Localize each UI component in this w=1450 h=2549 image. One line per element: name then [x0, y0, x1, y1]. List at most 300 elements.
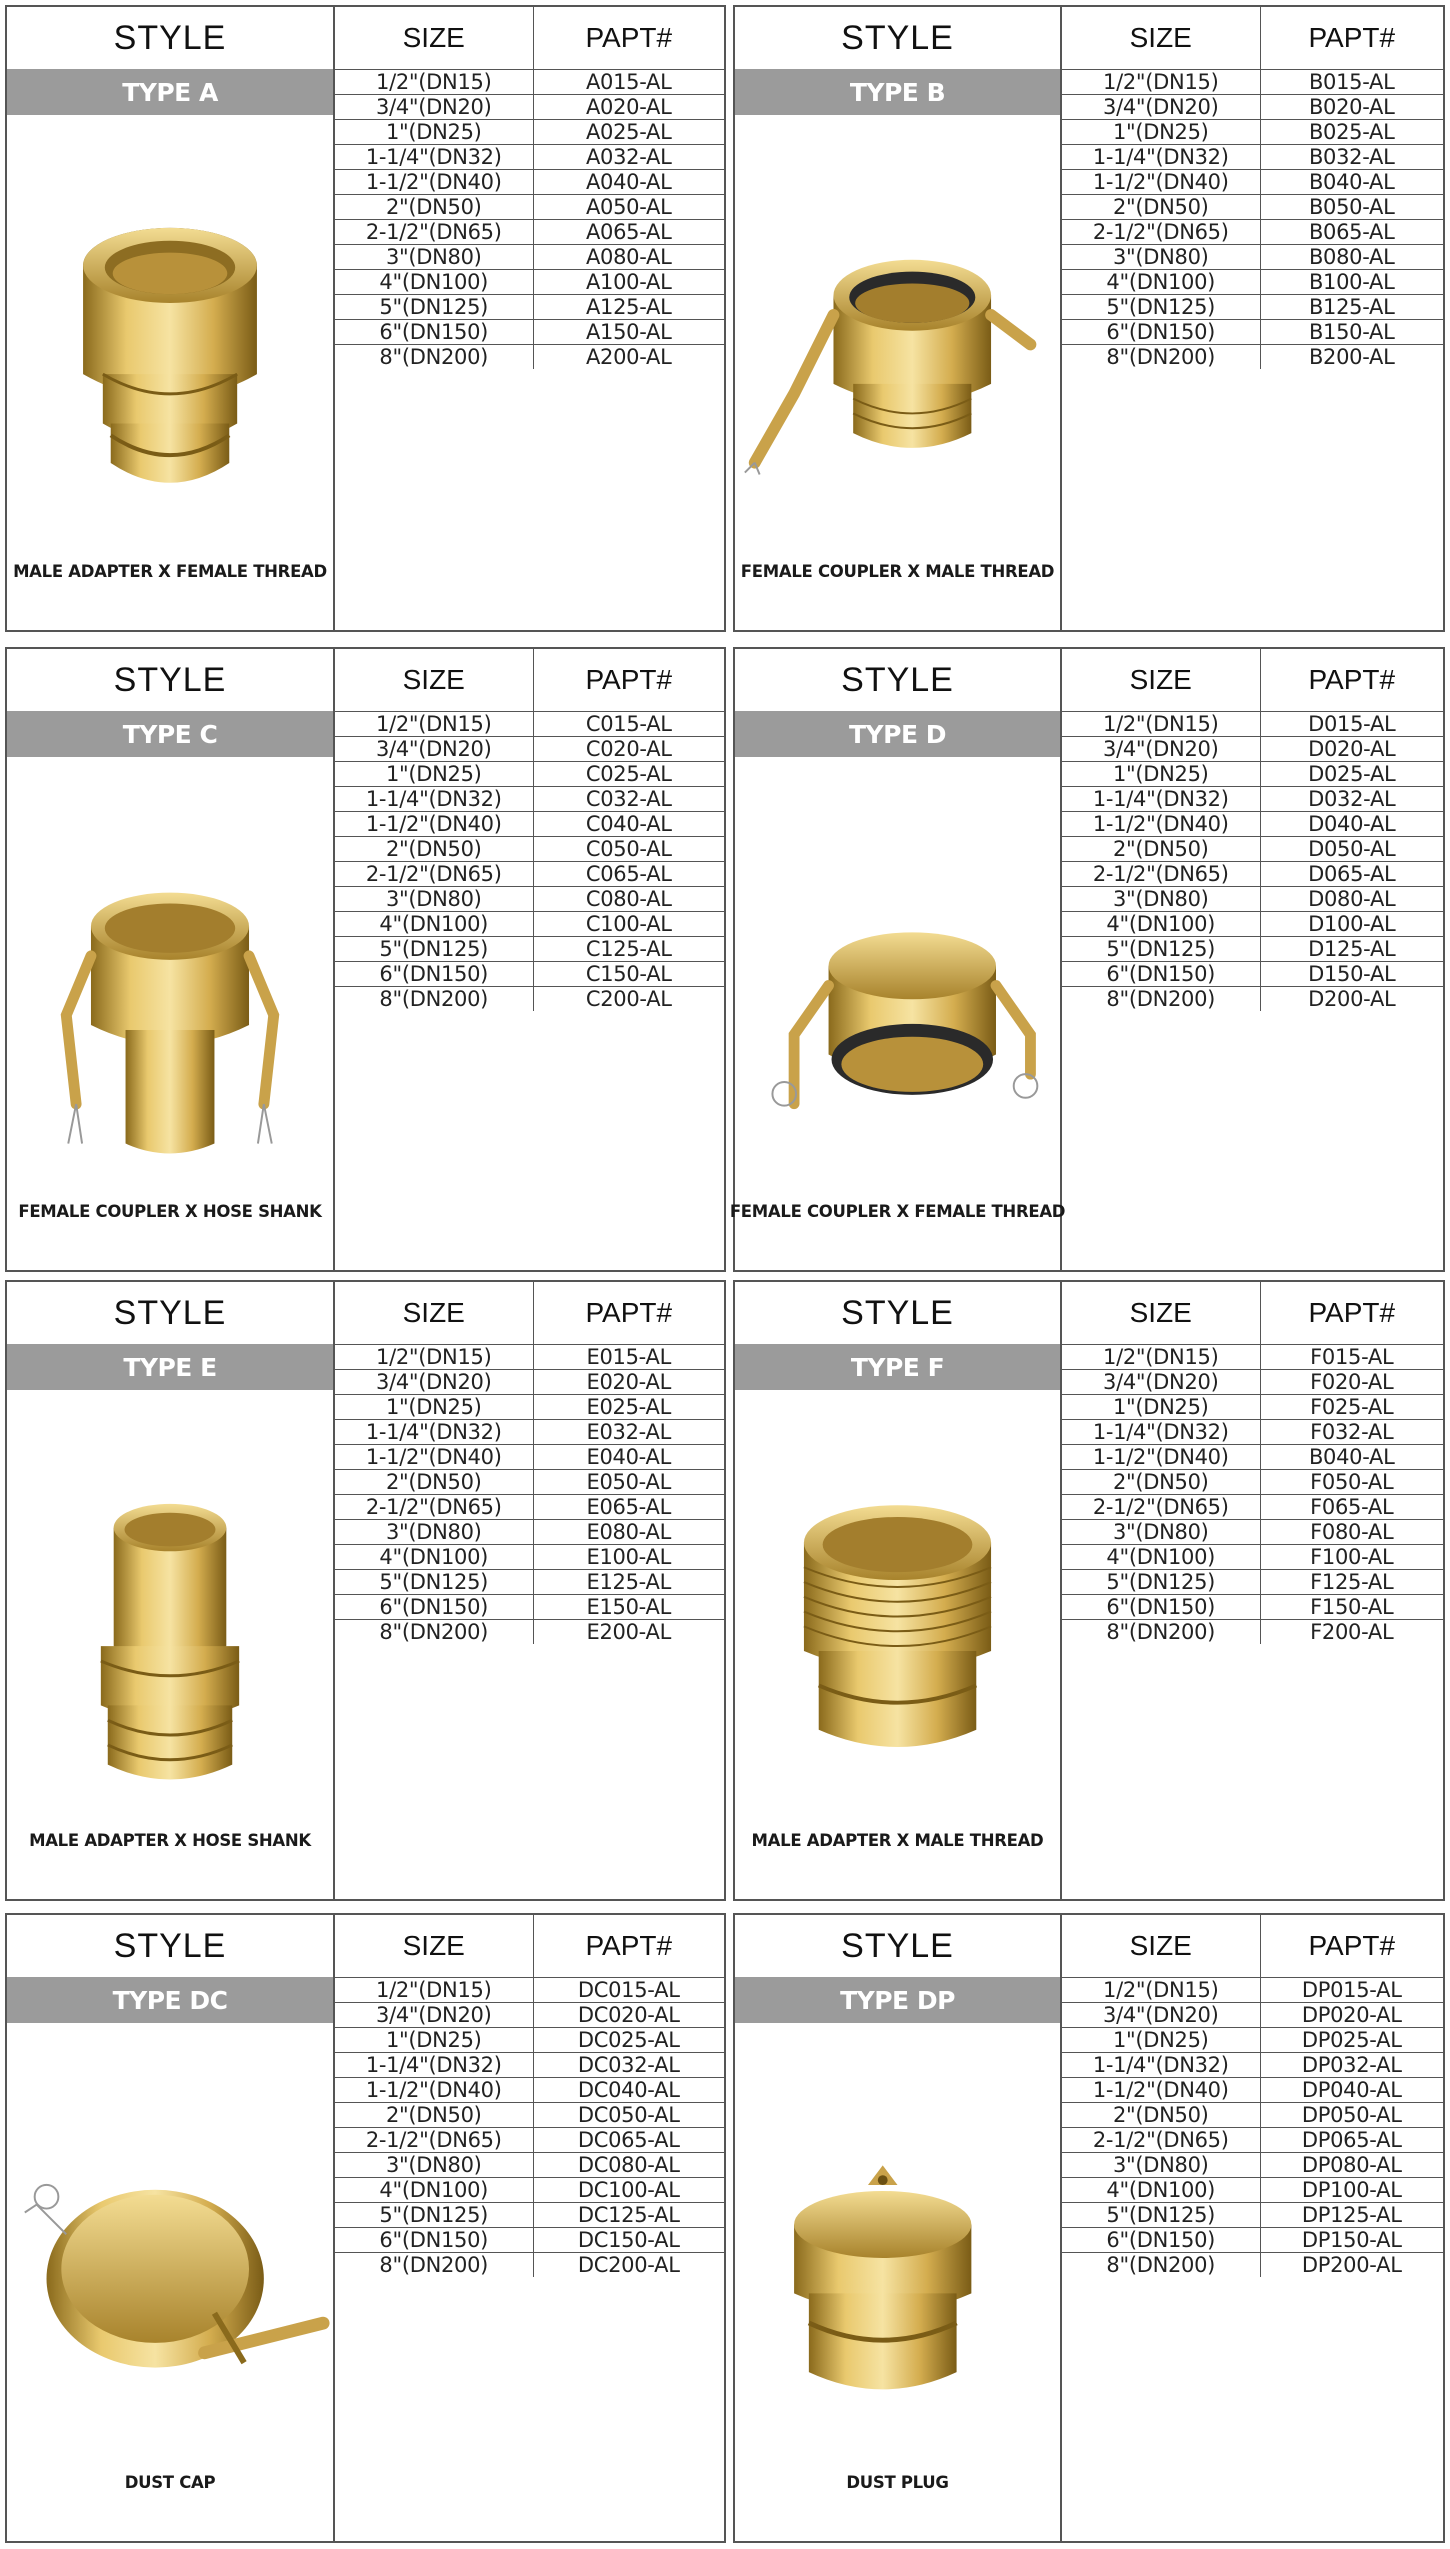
part-number-cell: B020-AL	[1260, 94, 1443, 119]
part-number-cell: E200-AL	[533, 1619, 724, 1644]
table-row	[335, 811, 724, 836]
table-row	[1062, 2052, 1443, 2077]
style-header: STYLE	[113, 18, 227, 57]
part-number-cell: E100-AL	[533, 1544, 724, 1569]
table-row	[1062, 2002, 1443, 2027]
table-row	[1062, 2252, 1443, 2277]
style-header: STYLE	[113, 660, 227, 699]
size-cell: 5"(DN125)	[335, 1569, 533, 1594]
part-number-cell: B150-AL	[1260, 319, 1443, 344]
type-label: TYPE A	[7, 69, 333, 115]
part-number-header: PAPT#	[533, 7, 724, 69]
part-number-cell: D050-AL	[1260, 836, 1443, 861]
part-number-cell: F150-AL	[1260, 1594, 1443, 1619]
table-row	[335, 344, 724, 369]
size-header: SIZE	[335, 7, 533, 69]
size-cell: 6"(DN150)	[335, 319, 533, 344]
table-row	[1062, 761, 1443, 786]
part-number-cell: B040-AL	[1260, 169, 1443, 194]
size-cell: 6"(DN150)	[1062, 1594, 1260, 1619]
size-cell: 1"(DN25)	[1062, 2027, 1260, 2052]
part-number-cell: F015-AL	[1260, 1344, 1443, 1369]
spec-panel-type-b	[733, 5, 1445, 632]
size-cell: 8"(DN200)	[335, 1619, 533, 1644]
size-cell: 6"(DN150)	[1062, 961, 1260, 986]
table-row	[335, 1369, 724, 1394]
size-cell: 3/4"(DN20)	[1062, 2002, 1260, 2027]
type-label: TYPE DC	[7, 1977, 333, 2023]
part-number-cell: DP200-AL	[1260, 2252, 1443, 2277]
male-adapter-female-thread-icon	[7, 115, 333, 574]
part-number-cell: B040-AL	[1260, 1444, 1443, 1469]
part-number-header: PAPT#	[1260, 1282, 1443, 1344]
size-cell: 5"(DN125)	[1062, 1569, 1260, 1594]
size-cell: 8"(DN200)	[1062, 344, 1260, 369]
size-cell: 8"(DN200)	[335, 2252, 533, 2277]
table-row	[1062, 1494, 1443, 1519]
size-cell: 2"(DN50)	[1062, 1469, 1260, 1494]
size-cell: 2-1/2"(DN65)	[335, 861, 533, 886]
type-label: TYPE F	[735, 1344, 1060, 1390]
table-row	[335, 1619, 724, 1644]
table-row	[335, 1344, 724, 1369]
type-label: TYPE E	[7, 1344, 333, 1390]
style-column	[7, 1915, 335, 2541]
table-row	[335, 1419, 724, 1444]
size-cell: 2"(DN50)	[335, 836, 533, 861]
male-adapter-hose-shank-icon	[7, 1390, 333, 1843]
part-number-cell: D032-AL	[1260, 786, 1443, 811]
size-cell: 2"(DN50)	[1062, 836, 1260, 861]
part-number-cell: DC100-AL	[533, 2177, 724, 2202]
part-number-cell: A040-AL	[533, 169, 724, 194]
size-cell: 3/4"(DN20)	[1062, 736, 1260, 761]
table-row	[1062, 1544, 1443, 1569]
part-number-cell: E150-AL	[533, 1594, 724, 1619]
part-number-cell: F032-AL	[1260, 1419, 1443, 1444]
part-number-cell: F200-AL	[1260, 1619, 1443, 1644]
size-header: SIZE	[1062, 649, 1260, 711]
spec-panel-type-dc	[5, 1913, 726, 2543]
part-number-cell: C040-AL	[533, 811, 724, 836]
product-description: DUST CAP	[124, 2472, 216, 2492]
size-cell: 6"(DN150)	[1062, 319, 1260, 344]
part-number-cell: DC080-AL	[533, 2152, 724, 2177]
table-row	[1062, 936, 1443, 961]
size-part-table	[1062, 649, 1443, 1011]
part-number-cell: B025-AL	[1260, 119, 1443, 144]
part-number-cell: C150-AL	[533, 961, 724, 986]
size-cell: 1"(DN25)	[335, 1394, 533, 1419]
part-number-cell: D040-AL	[1260, 811, 1443, 836]
size-cell: 5"(DN125)	[1062, 2202, 1260, 2227]
table-row	[335, 144, 724, 169]
size-cell: 3/4"(DN20)	[335, 1369, 533, 1394]
table-row	[1062, 961, 1443, 986]
size-cell: 4"(DN100)	[1062, 1544, 1260, 1569]
table-row	[335, 986, 724, 1011]
table-row	[1062, 169, 1443, 194]
size-cell: 3/4"(DN20)	[335, 94, 533, 119]
size-cell: 1/2"(DN15)	[1062, 69, 1260, 94]
spec-panel-type-e	[5, 1280, 726, 1901]
product-description: FEMALE COUPLER X MALE THREAD	[740, 561, 1055, 581]
part-number-cell: C025-AL	[533, 761, 724, 786]
part-number-cell: C125-AL	[533, 936, 724, 961]
part-number-cell: DP040-AL	[1260, 2077, 1443, 2102]
size-cell: 5"(DN125)	[1062, 294, 1260, 319]
part-number-cell: E125-AL	[533, 1569, 724, 1594]
product-description: FEMALE COUPLER X FEMALE THREAD	[729, 1201, 1066, 1221]
table-row	[1062, 1619, 1443, 1644]
type-label: TYPE B	[735, 69, 1060, 115]
part-number-cell: C032-AL	[533, 786, 724, 811]
part-number-cell: DP150-AL	[1260, 2227, 1443, 2252]
table-row	[1062, 1594, 1443, 1619]
part-number-cell: D125-AL	[1260, 936, 1443, 961]
table-row	[1062, 861, 1443, 886]
size-cell: 4"(DN100)	[335, 2177, 533, 2202]
part-number-cell: DC150-AL	[533, 2227, 724, 2252]
table-row	[1062, 1394, 1443, 1419]
table-row	[1062, 1977, 1443, 2002]
table-row	[335, 786, 724, 811]
product-description: DUST PLUG	[846, 2472, 949, 2492]
table-row	[1062, 2177, 1443, 2202]
part-number-cell: B200-AL	[1260, 344, 1443, 369]
table-row	[335, 94, 724, 119]
table-row	[335, 711, 724, 736]
size-cell: 3"(DN80)	[1062, 886, 1260, 911]
size-cell: 4"(DN100)	[1062, 2177, 1260, 2202]
size-cell: 5"(DN125)	[335, 294, 533, 319]
style-column	[7, 1282, 335, 1899]
part-number-cell: A200-AL	[533, 344, 724, 369]
table-row	[335, 319, 724, 344]
table-row	[335, 2202, 724, 2227]
table-row	[335, 861, 724, 886]
size-cell: 8"(DN200)	[1062, 1619, 1260, 1644]
table-row	[335, 1394, 724, 1419]
size-part-table	[335, 1282, 724, 1644]
size-cell: 1-1/4"(DN32)	[1062, 1419, 1260, 1444]
size-cell: 2"(DN50)	[1062, 2102, 1260, 2127]
spec-panel-type-d	[729, 647, 1445, 1272]
part-number-header: PAPT#	[1260, 649, 1443, 711]
size-cell: 2-1/2"(DN65)	[335, 219, 533, 244]
style-column	[735, 1915, 1062, 2541]
spec-panel-type-f	[733, 1280, 1445, 1901]
size-cell: 1-1/2"(DN40)	[335, 2077, 533, 2102]
size-cell: 6"(DN150)	[1062, 2227, 1260, 2252]
style-header: STYLE	[841, 660, 954, 699]
size-part-table	[335, 1915, 724, 2277]
size-cell: 1-1/2"(DN40)	[335, 169, 533, 194]
table-row	[1062, 711, 1443, 736]
part-number-cell: D025-AL	[1260, 761, 1443, 786]
size-cell: 3"(DN80)	[1062, 244, 1260, 269]
size-cell: 2"(DN50)	[335, 1469, 533, 1494]
product-description: FEMALE COUPLER X HOSE SHANK	[18, 1201, 322, 1221]
size-cell: 1"(DN25)	[335, 119, 533, 144]
part-number-cell: F080-AL	[1260, 1519, 1443, 1544]
table-row	[1062, 2227, 1443, 2252]
part-number-header: PAPT#	[533, 1282, 724, 1344]
table-row	[1062, 2102, 1443, 2127]
size-cell: 6"(DN150)	[335, 2227, 533, 2252]
table-row	[1062, 2077, 1443, 2102]
table-row	[335, 244, 724, 269]
part-number-cell: D150-AL	[1260, 961, 1443, 986]
size-cell: 5"(DN125)	[335, 936, 533, 961]
part-number-cell: E020-AL	[533, 1369, 724, 1394]
part-number-cell: D020-AL	[1260, 736, 1443, 761]
table-row	[335, 194, 724, 219]
size-cell: 2-1/2"(DN65)	[1062, 1494, 1260, 1519]
table-row	[335, 2102, 724, 2127]
size-cell: 1/2"(DN15)	[335, 1977, 533, 2002]
size-cell: 1"(DN25)	[1062, 119, 1260, 144]
part-number-cell: F125-AL	[1260, 1569, 1443, 1594]
size-cell: 2"(DN50)	[335, 2102, 533, 2127]
table-row	[335, 1469, 724, 1494]
style-column	[7, 7, 335, 630]
size-cell: 1"(DN25)	[1062, 1394, 1260, 1419]
size-cell: 8"(DN200)	[335, 986, 533, 1011]
style-header: STYLE	[113, 1293, 227, 1332]
table-row	[1062, 344, 1443, 369]
size-header: SIZE	[335, 1282, 533, 1344]
part-number-cell: F050-AL	[1260, 1469, 1443, 1494]
size-part-table	[1062, 1282, 1443, 1644]
product-description: MALE ADAPTER X HOSE SHANK	[29, 1830, 311, 1850]
table-row	[335, 936, 724, 961]
size-cell: 6"(DN150)	[335, 961, 533, 986]
part-number-header: PAPT#	[1260, 1915, 1443, 1977]
size-header: SIZE	[1062, 7, 1260, 69]
part-number-cell: D015-AL	[1260, 711, 1443, 736]
table-row	[335, 119, 724, 144]
size-cell: 1-1/4"(DN32)	[1062, 144, 1260, 169]
size-cell: 4"(DN100)	[1062, 911, 1260, 936]
part-number-header: PAPT#	[1260, 7, 1443, 69]
table-row	[1062, 1469, 1443, 1494]
part-number-cell: DC050-AL	[533, 2102, 724, 2127]
female-coupler-hose-shank-icon	[7, 757, 333, 1214]
size-cell: 1/2"(DN15)	[1062, 711, 1260, 736]
table-row	[1062, 886, 1443, 911]
part-number-cell: A100-AL	[533, 269, 724, 294]
part-number-cell: C080-AL	[533, 886, 724, 911]
table-row	[1062, 294, 1443, 319]
table-row	[1062, 1519, 1443, 1544]
table-row	[335, 1444, 724, 1469]
part-number-cell: B032-AL	[1260, 144, 1443, 169]
part-number-header: PAPT#	[533, 1915, 724, 1977]
part-number-cell: DC020-AL	[533, 2002, 724, 2027]
table-row	[1062, 1344, 1443, 1369]
part-number-cell: DC065-AL	[533, 2127, 724, 2152]
size-cell: 8"(DN200)	[335, 344, 533, 369]
size-cell: 2-1/2"(DN65)	[335, 1494, 533, 1519]
size-part-table	[335, 7, 724, 369]
table-row	[1062, 1444, 1443, 1469]
part-number-cell: C100-AL	[533, 911, 724, 936]
table-row	[335, 219, 724, 244]
part-number-cell: C050-AL	[533, 836, 724, 861]
table-row	[335, 2077, 724, 2102]
size-cell: 1/2"(DN15)	[335, 711, 533, 736]
part-number-cell: E015-AL	[533, 1344, 724, 1369]
size-cell: 3"(DN80)	[335, 1519, 533, 1544]
size-cell: 1-1/2"(DN40)	[335, 811, 533, 836]
part-number-cell: DC032-AL	[533, 2052, 724, 2077]
table-row	[335, 1519, 724, 1544]
table-row	[1062, 144, 1443, 169]
size-cell: 1/2"(DN15)	[335, 69, 533, 94]
part-number-cell: F065-AL	[1260, 1494, 1443, 1519]
size-cell: 3/4"(DN20)	[335, 736, 533, 761]
part-number-cell: C015-AL	[533, 711, 724, 736]
size-cell: 3"(DN80)	[335, 2152, 533, 2177]
part-number-cell: B125-AL	[1260, 294, 1443, 319]
part-number-cell: F025-AL	[1260, 1394, 1443, 1419]
table-row	[335, 961, 724, 986]
table-row	[1062, 1419, 1443, 1444]
table-row	[335, 269, 724, 294]
table-row	[1062, 786, 1443, 811]
part-number-cell: DC040-AL	[533, 2077, 724, 2102]
size-cell: 1"(DN25)	[335, 761, 533, 786]
style-column	[7, 649, 335, 1270]
table-row	[1062, 269, 1443, 294]
table-row	[1062, 2127, 1443, 2152]
part-number-cell: A032-AL	[533, 144, 724, 169]
size-cell: 8"(DN200)	[1062, 2252, 1260, 2277]
size-cell: 1/2"(DN15)	[1062, 1977, 1260, 2002]
part-number-cell: DC200-AL	[533, 2252, 724, 2277]
spec-panel-type-a	[5, 5, 726, 632]
size-cell: 3/4"(DN20)	[335, 2002, 533, 2027]
size-cell: 1-1/4"(DN32)	[1062, 786, 1260, 811]
table-row	[335, 1977, 724, 2002]
style-header: STYLE	[841, 1293, 954, 1332]
size-cell: 3"(DN80)	[335, 244, 533, 269]
part-number-cell: D200-AL	[1260, 986, 1443, 1011]
size-cell: 1/2"(DN15)	[335, 1344, 533, 1369]
table-row	[1062, 986, 1443, 1011]
table-row	[335, 2052, 724, 2077]
part-number-cell: C200-AL	[533, 986, 724, 1011]
part-number-cell: F100-AL	[1260, 1544, 1443, 1569]
table-row	[335, 2227, 724, 2252]
table-row	[1062, 219, 1443, 244]
size-cell: 2-1/2"(DN65)	[335, 2127, 533, 2152]
size-cell: 1-1/2"(DN40)	[1062, 1444, 1260, 1469]
size-cell: 1-1/2"(DN40)	[335, 1444, 533, 1469]
size-cell: 6"(DN150)	[335, 1594, 533, 1619]
part-number-cell: DP125-AL	[1260, 2202, 1443, 2227]
part-number-cell: DP080-AL	[1260, 2152, 1443, 2177]
style-column	[729, 649, 1066, 1270]
type-label: TYPE DP	[735, 1977, 1060, 2023]
table-row	[335, 1544, 724, 1569]
style-column	[735, 1282, 1062, 1899]
type-label: TYPE C	[7, 711, 333, 757]
table-row	[1062, 69, 1443, 94]
female-coupler-female-thread-icon	[735, 757, 1060, 1214]
part-number-cell: A150-AL	[533, 319, 724, 344]
part-number-cell: DP015-AL	[1260, 1977, 1443, 2002]
size-cell: 1/2"(DN15)	[1062, 1344, 1260, 1369]
size-cell: 2-1/2"(DN65)	[1062, 861, 1260, 886]
part-number-cell: DC125-AL	[533, 2202, 724, 2227]
table-row	[335, 911, 724, 936]
size-header: SIZE	[1062, 1282, 1260, 1344]
table-row	[1062, 2027, 1443, 2052]
size-cell: 1-1/4"(DN32)	[335, 144, 533, 169]
part-number-cell: A065-AL	[533, 219, 724, 244]
size-cell: 2"(DN50)	[335, 194, 533, 219]
size-cell: 3"(DN80)	[335, 886, 533, 911]
part-number-cell: E065-AL	[533, 1494, 724, 1519]
size-cell: 2-1/2"(DN65)	[1062, 219, 1260, 244]
size-cell: 3"(DN80)	[1062, 1519, 1260, 1544]
product-description: MALE ADAPTER X MALE THREAD	[751, 1830, 1044, 1850]
table-row	[335, 2177, 724, 2202]
table-row	[335, 2152, 724, 2177]
male-adapter-male-thread-icon	[735, 1390, 1060, 1843]
part-number-cell: DP025-AL	[1260, 2027, 1443, 2052]
spec-panel-type-dp	[733, 1913, 1445, 2543]
part-number-cell: DP065-AL	[1260, 2127, 1443, 2152]
part-number-cell: DC025-AL	[533, 2027, 724, 2052]
table-row	[335, 2252, 724, 2277]
table-row	[335, 1594, 724, 1619]
size-cell: 4"(DN100)	[1062, 269, 1260, 294]
table-row	[335, 294, 724, 319]
size-part-table	[1062, 1915, 1443, 2277]
size-header: SIZE	[335, 1915, 533, 1977]
size-cell: 2"(DN50)	[1062, 194, 1260, 219]
size-cell: 2-1/2"(DN65)	[1062, 2127, 1260, 2152]
part-number-cell: C020-AL	[533, 736, 724, 761]
part-number-cell: D080-AL	[1260, 886, 1443, 911]
part-number-cell: E080-AL	[533, 1519, 724, 1544]
table-row	[1062, 94, 1443, 119]
part-number-cell: A080-AL	[533, 244, 724, 269]
part-number-cell: D100-AL	[1260, 911, 1443, 936]
size-cell: 1-1/4"(DN32)	[335, 786, 533, 811]
size-cell: 1-1/2"(DN40)	[1062, 2077, 1260, 2102]
size-cell: 5"(DN125)	[335, 2202, 533, 2227]
table-row	[1062, 736, 1443, 761]
table-row	[335, 169, 724, 194]
part-number-cell: B065-AL	[1260, 219, 1443, 244]
style-column	[735, 7, 1062, 630]
style-header: STYLE	[113, 1926, 227, 1965]
spec-panel-type-c	[5, 647, 726, 1272]
table-row	[1062, 911, 1443, 936]
part-number-cell: A125-AL	[533, 294, 724, 319]
size-cell: 1-1/4"(DN32)	[1062, 2052, 1260, 2077]
table-row	[1062, 319, 1443, 344]
table-row	[1062, 119, 1443, 144]
part-number-cell: B050-AL	[1260, 194, 1443, 219]
table-row	[335, 761, 724, 786]
part-number-cell: DP050-AL	[1260, 2102, 1443, 2127]
part-number-cell: E040-AL	[533, 1444, 724, 1469]
